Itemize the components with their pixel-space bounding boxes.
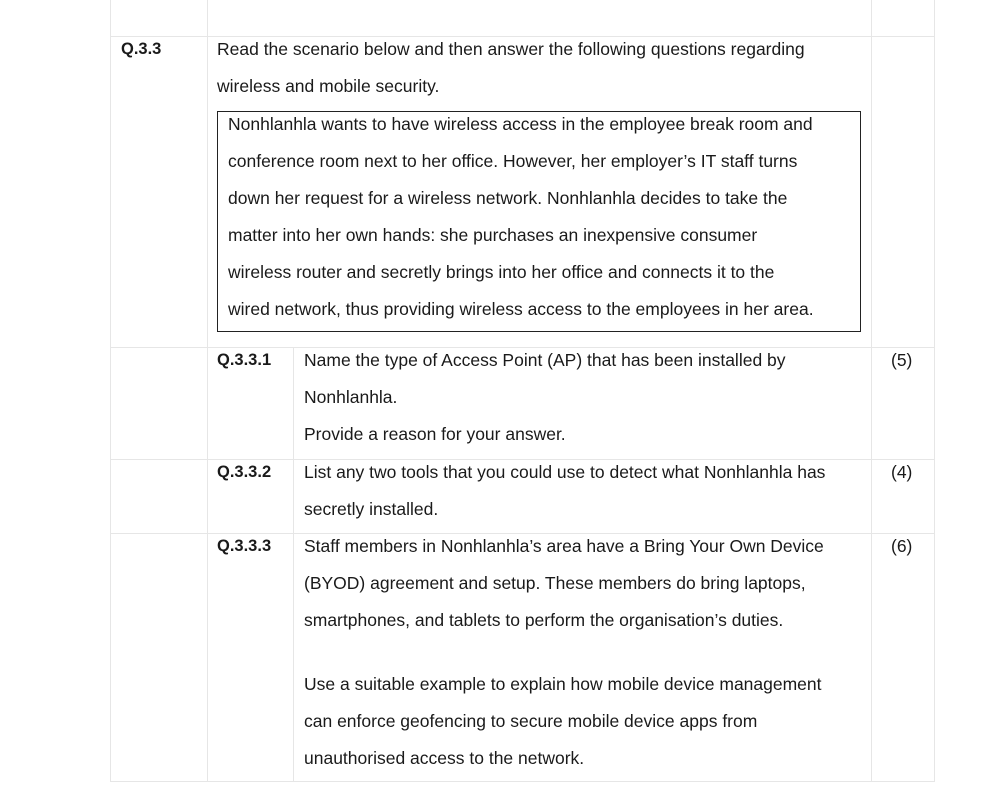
scenario-line: down her request for a wireless network. Nonhlanhla decides to take the (228, 188, 788, 208)
question-intro-line: wireless and mobile security. (217, 76, 440, 96)
subquestion-line: Name the type of Access Point (AP) that has been installed by (304, 350, 786, 370)
scenario-line: wired network, thus providing wireless access to the employees in her area. (228, 299, 814, 319)
subquestion-marks: (5) (891, 350, 913, 370)
scenario-line: conference room next to her office. However, her employer’s IT staff turns (228, 151, 798, 171)
subquestion-line: Nonhlanhla. (304, 387, 398, 407)
table-border-left (110, 0, 111, 782)
subquestion-line: Use a suitable example to explain how mobile device management (304, 674, 822, 694)
subquestion-line: (BYOD) agreement and setup. These members do bring laptops, (304, 573, 806, 593)
subquestion-number: Q.3.3.3 (217, 537, 272, 555)
table-border-col3 (871, 0, 872, 782)
scenario-line: Nonhlanhla wants to have wireless access in the employee break room and (228, 114, 813, 134)
table-border-col2 (293, 348, 294, 782)
subquestion-marks: (4) (891, 462, 913, 482)
subquestion-number: Q.3.3.2 (217, 463, 272, 481)
scenario-box (217, 111, 861, 332)
subquestion-number: Q.3.3.1 (217, 351, 272, 369)
table-row-divider (110, 781, 935, 782)
question-intro-line: Read the scenario below and then answer the following questions regarding (217, 39, 805, 59)
table-border-col1 (207, 0, 208, 782)
subquestion-line: unauthorised access to the network. (304, 748, 585, 768)
subquestion-line: Staff members in Nonhlanhla’s area have a Bring Your Own Device (304, 536, 824, 556)
scenario-line: matter into her own hands: she purchases an inexpensive consumer (228, 225, 758, 245)
subquestion-line: smartphones, and tablets to perform the organisation’s duties. (304, 610, 784, 630)
question-number: Q.3.3 (121, 40, 162, 58)
table-border-right (934, 0, 935, 782)
subquestion-line: List any two tools that you could use to detect what Nonhlanhla has (304, 462, 826, 482)
subquestion-line: can enforce geofencing to secure mobile device apps from (304, 711, 758, 731)
subquestion-line: Provide a reason for your answer. (304, 424, 566, 444)
subquestion-line: secretly installed. (304, 499, 439, 519)
subquestion-marks: (6) (891, 536, 913, 556)
scenario-line: wireless router and secretly brings into her office and connects it to the (228, 262, 775, 282)
